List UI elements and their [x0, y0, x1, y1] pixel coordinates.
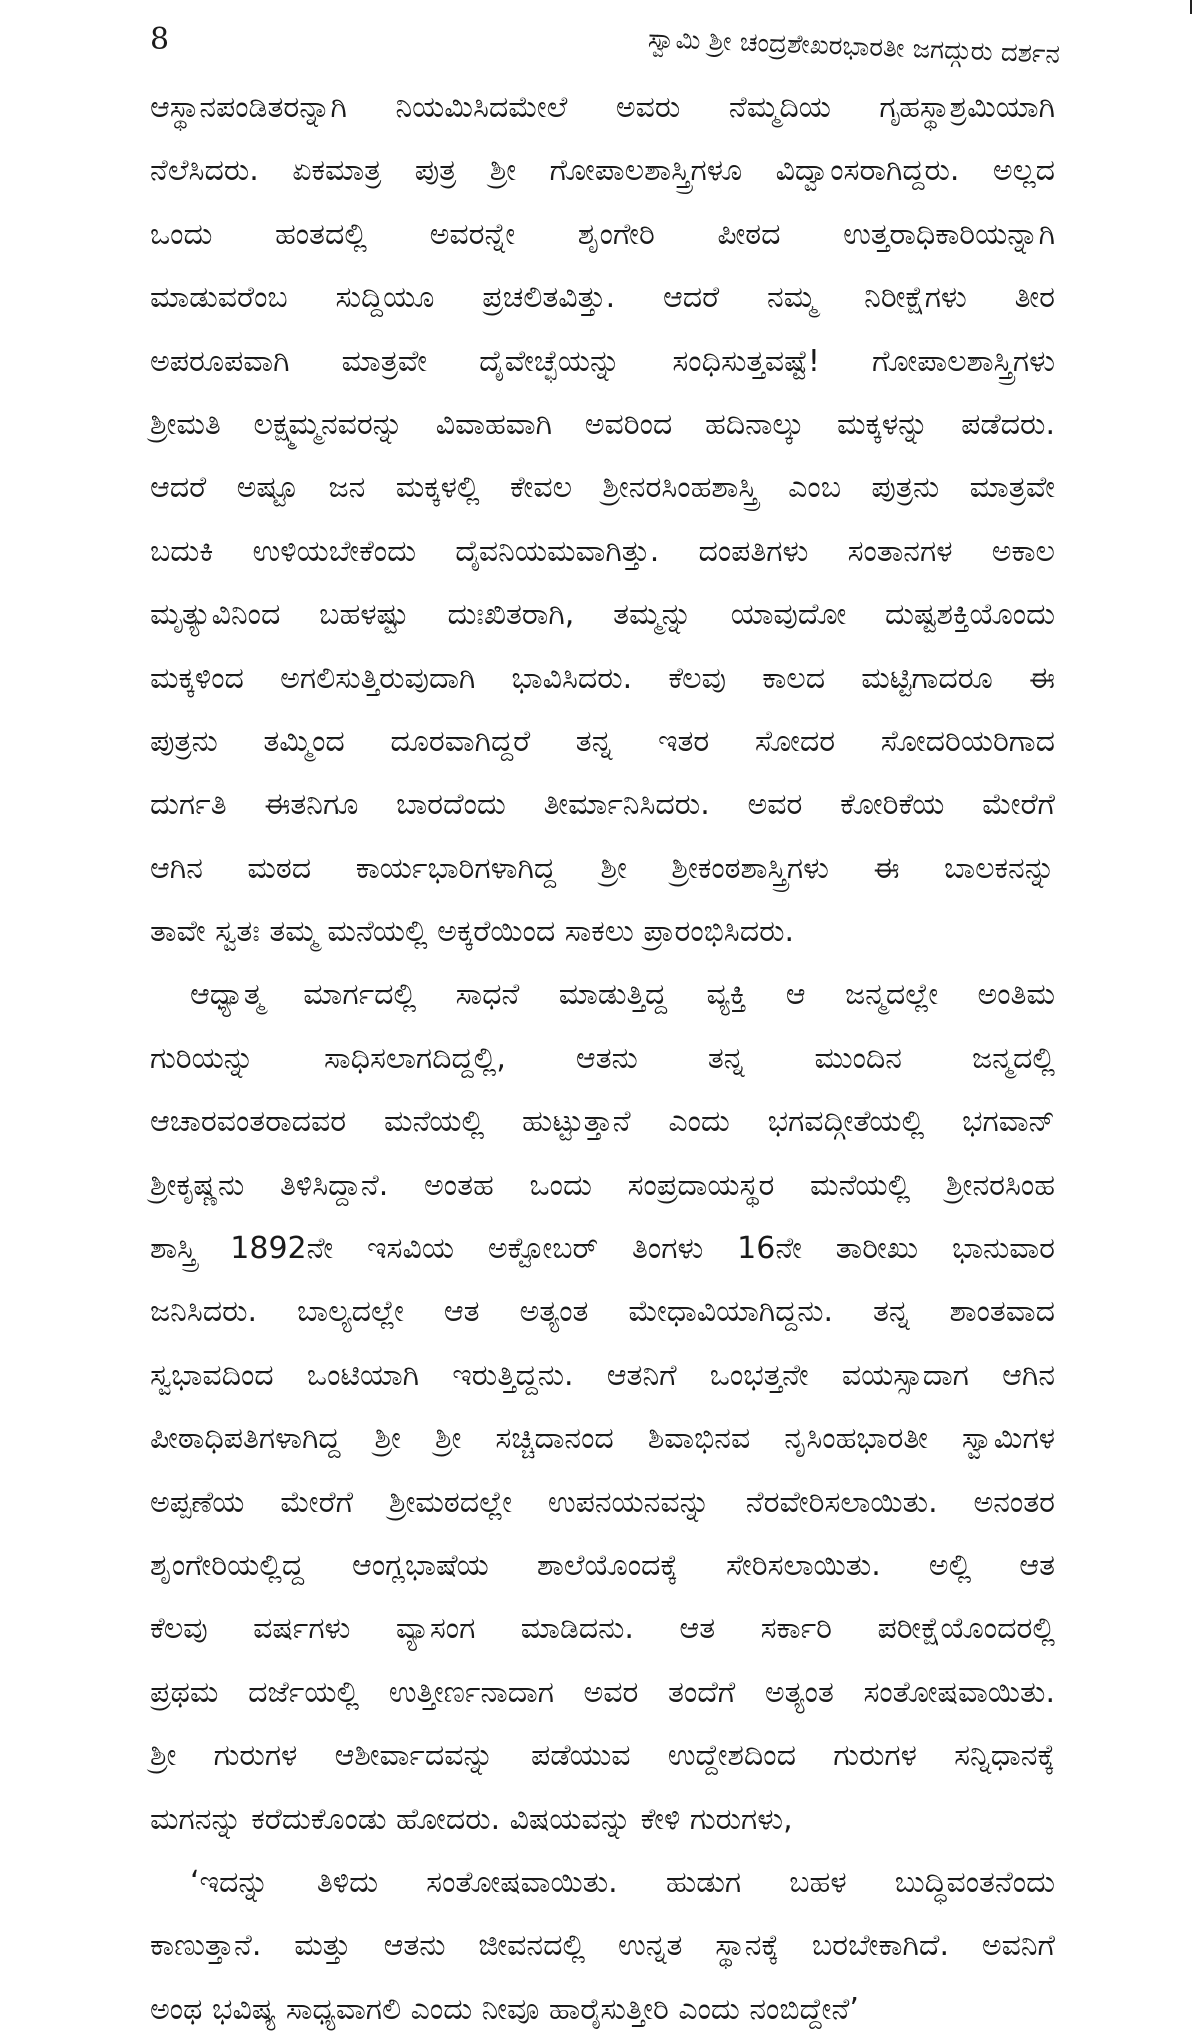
- body-text: [150, 76, 1055, 2041]
- text-line: ಅಂಥ ಭವಿಷ್ಯ ಸಾಧ್ಯವಾಗಲಿ ಎಂದು ನೀವೂ ಹಾರೈಸುತ್ತೀರಿ ಎಂದು ನಂಬಿದ್ದೇನೆ’: [150, 1991, 859, 2027]
- text-line: ಕಾಣುತ್ತಾನೆ. ಮತ್ತು ಆತನು ಜೀವನದಲ್ಲಿ ಉನ್ನತ ಸ್ಥಾನಕ್ಕೆ ಬರಬೇಕಾಗಿದೆ. ಅವನಿಗೆ: [150, 1928, 1055, 1964]
- text-line: ‘ಇದನ್ನು ತಿಳಿದು ಸಂತೋಷವಾಯಿತು. ಹುಡುಗ ಬಹಳ ಬುದ್ಧಿವಂತನೆಂದು: [190, 1864, 1055, 1900]
- text-line: ಶೃಂಗೇರಿಯಲ್ಲಿದ್ದ ಆಂಗ್ಲಭಾಷೆಯ ಶಾಲೆಯೊಂದಕ್ಕೆ ಸೇರಿಸಲಾಯಿತು. ಅಲ್ಲಿ ಆತ: [150, 1547, 1055, 1583]
- text-line: ತಾವೇ ಸ್ವತಃ ತಮ್ಮ ಮನೆಯಲ್ಲಿ ಅಕ್ಕರೆಯಿಂದ ಸಾಕಲು ಪ್ರಾರಂಭಿಸಿದರು.: [150, 914, 795, 950]
- text-line: ಅಪ್ಪಣೆಯ ಮೇರೆಗೆ ಶ್ರೀಮಠದಲ್ಲೇ ಉಪನಯನವನ್ನು ನೆರವೇರಿಸಲಾಯಿತು. ಅನಂತರ: [150, 1484, 1055, 1520]
- text-line: ಪುತ್ರನು ತಮ್ಮಿಂದ ದೂರವಾಗಿದ್ದರೆ ತನ್ನ ಇತರ ಸೋದರ ಸೋದರಿಯರಿಗಾದ: [150, 723, 1055, 759]
- text-line: ಶ್ರೀ ಗುರುಗಳ ಆಶೀರ್ವಾದವನ್ನು ಪಡೆಯುವ ಉದ್ದೇಶದಿಂದ ಗುರುಗಳ ಸನ್ನಿಧಾನಕ್ಕೆ: [150, 1738, 1055, 1774]
- text-line: ಮೃತ್ಯುವಿನಿಂದ ಬಹಳಷ್ಟು ದುಃಖಿತರಾಗಿ, ತಮ್ಮನ್ನು ಯಾವುದೋ ದುಷ್ಟಶಕ್ತಿಯೊಂದು: [150, 597, 1055, 633]
- text-line: ಸ್ವಭಾವದಿಂದ ಒಂಟಿಯಾಗಿ ಇರುತ್ತಿದ್ದನು. ಆತನಿಗೆ ಒಂಭತ್ತನೇ ವಯಸ್ಸಾದಾಗ ಆಗಿನ: [150, 1357, 1055, 1393]
- text-line: ಬದುಕಿ ಉಳಿಯಬೇಕೆಂದು ದೈವನಿಯಮವಾಗಿತ್ತು. ದಂಪತಿಗಳು ಸಂತಾನಗಳ ಅಕಾಲ: [150, 533, 1055, 569]
- text-line: ಅಪರೂಪವಾಗಿ ಮಾತ್ರವೇ ದೈವೇಚ್ಛೆಯನ್ನು ಸಂಧಿಸುತ್ತವಷ್ಟೆ! ಗೋಪಾಲಶಾಸ್ತ್ರಿಗಳು: [150, 343, 1055, 379]
- text-line: ಮಾಡುವರೆಂಬ ಸುದ್ದಿಯೂ ಪ್ರಚಲಿತವಿತ್ತು. ಆದರೆ ನಮ್ಮ ನಿರೀಕ್ಷೆಗಳು ತೀರ: [150, 280, 1055, 316]
- text-line: ಮಗನನ್ನು ಕರೆದುಕೊಂಡು ಹೋದರು. ವಿಷಯವನ್ನು ಕೇಳಿ ಗುರುಗಳು,: [150, 1801, 793, 1837]
- text-line: ಶ್ರೀಕೃಷ್ಣನು ತಿಳಿಸಿದ್ದಾನೆ. ಅಂತಹ ಒಂದು ಸಂಪ್ರದಾಯಸ್ಥರ ಮನೆಯಲ್ಲಿ ಶ್ರೀನರಸಿಂಹ: [150, 1167, 1055, 1203]
- running-title: ಸ್ವಾಮಿ ಶ್ರೀ ಚಂದ್ರಶೇಖರಭಾರತೀ ಜಗದ್ಗುರು ದರ್ಶನ: [647, 24, 1061, 70]
- text-line: ನೆಲೆಸಿದರು. ಏಕಮಾತ್ರ ಪುತ್ರ ಶ್ರೀ ಗೋಪಾಲಶಾಸ್ತ್ರಿಗಳೂ ವಿದ್ವಾಂಸರಾಗಿದ್ದರು. ಅಲ್ಲದ: [150, 153, 1055, 189]
- scan-mark: [1190, 0, 1192, 14]
- page-number: 8: [150, 22, 170, 57]
- text-line: ದುರ್ಗತಿ ಈತನಿಗೂ ಬಾರದೆಂದು ತೀರ್ಮಾನಿಸಿದರು. ಅವರ ಕೋರಿಕೆಯ ಮೇರೆಗೆ: [150, 787, 1055, 823]
- text-line: ಆದರೆ ಅಷ್ಟೂ ಜನ ಮಕ್ಕಳಲ್ಲಿ ಕೇವಲ ಶ್ರೀನರಸಿಂಹಶಾಸ್ತ್ರಿ ಎಂಬ ಪುತ್ರನು ಮಾತ್ರವೇ: [150, 470, 1055, 506]
- page-header: [150, 18, 1060, 68]
- text-line: ಮಕ್ಕಳಿಂದ ಅಗಲಿಸುತ್ತಿರುವುದಾಗಿ ಭಾವಿಸಿದರು. ಕೆಲವು ಕಾಲದ ಮಟ್ಟಿಗಾದರೂ ಈ: [150, 660, 1055, 696]
- text-line: ಕೆಲವು ವರ್ಷಗಳು ವ್ಯಾಸಂಗ ಮಾಡಿದನು. ಆತ ಸರ್ಕಾರಿ ಪರೀಕ್ಷೆಯೊಂದರಲ್ಲಿ: [150, 1611, 1055, 1647]
- text-line: ಆಗಿನ ಮಠದ ಕಾರ್ಯಭಾರಿಗಳಾಗಿದ್ದ ಶ್ರೀ ಶ್ರೀಕಂಠಶಾಸ್ತ್ರಿಗಳು ಈ ಬಾಲಕನನ್ನು: [150, 850, 1055, 886]
- text-line: ಪ್ರಥಮ ದರ್ಜೆಯಲ್ಲಿ ಉತ್ತೀರ್ಣನಾದಾಗ ಅವರ ತಂದೆಗೆ ಅತ್ಯಂತ ಸಂತೋಷವಾಯಿತು.: [150, 1674, 1055, 1710]
- text-line: ಜನಿಸಿದರು. ಬಾಲ್ಯದಲ್ಲೇ ಆತ ಅತ್ಯಂತ ಮೇಧಾವಿಯಾಗಿದ್ದನು. ತನ್ನ ಶಾಂತವಾದ: [150, 1294, 1055, 1330]
- text-line: ಒಂದು ಹಂತದಲ್ಲಿ ಅವರನ್ನೇ ಶೃಂಗೇರಿ ಪೀಠದ ಉತ್ತರಾಧಿಕಾರಿಯನ್ನಾಗಿ: [150, 216, 1055, 252]
- text-line: ಗುರಿಯನ್ನು ಸಾಧಿಸಲಾಗದಿದ್ದಲ್ಲಿ, ಆತನು ತನ್ನ ಮುಂದಿನ ಜನ್ಮದಲ್ಲಿ: [150, 1040, 1055, 1076]
- text-line: ಆಧ್ಯಾತ್ಮ ಮಾರ್ಗದಲ್ಲಿ ಸಾಧನೆ ಮಾಡುತ್ತಿದ್ದ ವ್ಯಕ್ತಿ ಆ ಜನ್ಮದಲ್ಲೇ ಅಂತಿಮ: [190, 977, 1055, 1013]
- text-line: ಆಸ್ಥಾನಪಂಡಿತರನ್ನಾಗಿ ನಿಯಮಿಸಿದಮೇಲೆ ಅವರು ನೆಮ್ಮದಿಯ ಗೃಹಸ್ಥಾಶ್ರಮಿಯಾಗಿ: [150, 90, 1055, 125]
- text-line: ಶ್ರೀಮತಿ ಲಕ್ಷ್ಮಮ್ಮನವರನ್ನು ವಿವಾಹವಾಗಿ ಅವರಿಂದ ಹದಿನಾಲ್ಕು ಮಕ್ಕಳನ್ನು ಪಡೆದರು.: [150, 406, 1055, 442]
- text-line: ಆಚಾರವಂತರಾದವರ ಮನೆಯಲ್ಲಿ ಹುಟ್ಟುತ್ತಾನೆ ಎಂದು ಭಗವದ್ಗೀತೆಯಲ್ಲಿ ಭಗವಾನ್: [150, 1104, 1055, 1140]
- text-line: ಪೀಠಾಧಿಪತಿಗಳಾಗಿದ್ದ ಶ್ರೀ ಶ್ರೀ ಸಚ್ಚಿದಾನಂದ ಶಿವಾಭಿನವ ನೃಸಿಂಹಭಾರತೀ ಸ್ವಾಮಿಗಳ: [150, 1421, 1055, 1457]
- text-line: ಶಾಸ್ತ್ರಿ 1892ನೇ ಇಸವಿಯ ಅಕ್ಟೋಬರ್ ತಿಂಗಳು 16ನೇ ತಾರೀಖು ಭಾನುವಾರ: [150, 1231, 1055, 1267]
